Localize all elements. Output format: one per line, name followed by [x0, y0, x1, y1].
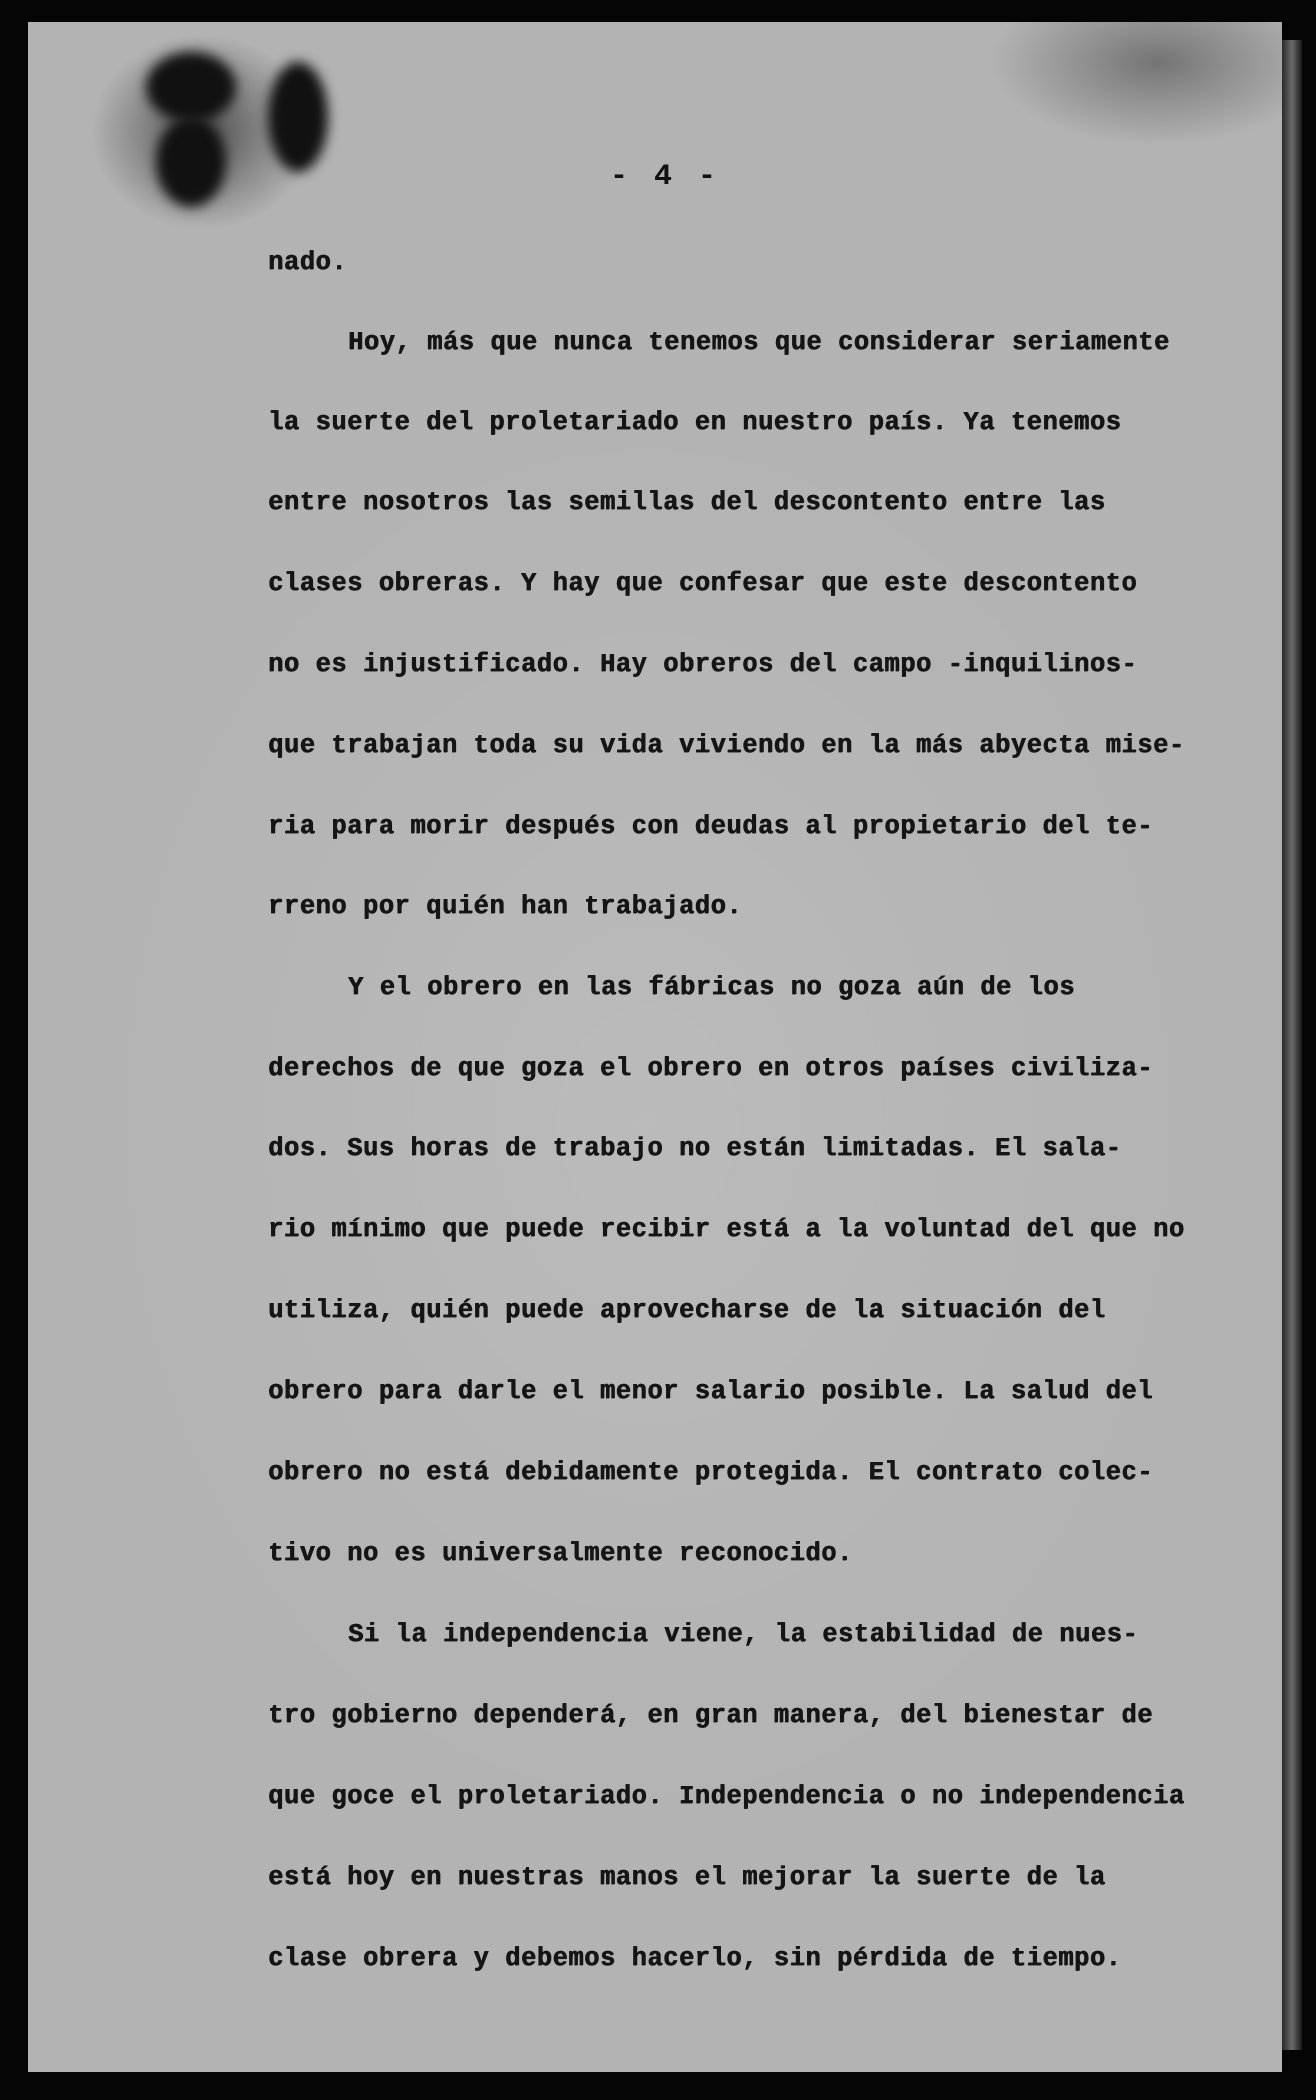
text-line: obrero no está debidamente protegida. El contrato colec- — [268, 1458, 1153, 1487]
ink-blot — [268, 62, 328, 172]
text-line: Si la independencia viene, la estabilidad de nues- — [348, 1620, 1139, 1649]
text-line: que trabajan toda su vida viviendo en la más abyecta mise- — [268, 731, 1185, 760]
text-line: dos. Sus horas de trabajo no están limitadas. El sala- — [268, 1134, 1122, 1163]
page-number: - 4 - — [610, 160, 721, 194]
text-line: rio mínimo que puede recibir está a la voluntad del que no — [268, 1215, 1185, 1244]
text-line: obrero para darle el menor salario posible. La salud del — [268, 1377, 1153, 1406]
text-line: rreno por quién han trabajado. — [268, 892, 743, 921]
text-line: que goce el proletariado. Independencia o no independencia — [268, 1782, 1185, 1811]
text-line: derechos de que goza el obrero en otros países civiliza- — [268, 1054, 1153, 1083]
text-line: ria para morir después con deudas al propietario del te- — [268, 812, 1153, 841]
page-edge-shadow — [1282, 40, 1302, 2050]
text-line: Hoy, más que nunca tenemos que considerar seriamente — [348, 328, 1170, 357]
text-line: utiliza, quién puede aprovecharse de la situación del — [268, 1296, 1106, 1325]
ink-blot — [156, 117, 226, 207]
text-line: está hoy en nuestras manos el mejorar la suerte de la — [268, 1863, 1106, 1892]
text-line: Y el obrero en las fábricas no goza aún de los — [348, 973, 1075, 1002]
text-line: no es injustificado. Hay obreros del campo -inquilinos- — [268, 650, 1138, 679]
text-line: tivo no es universalmente reconocido. — [268, 1539, 853, 1568]
ink-blot — [146, 52, 236, 122]
text-line: entre nosotros las semillas del descontento entre las — [268, 488, 1106, 517]
text-line: clase obrera y debemos hacerlo, sin pérdida de tiempo. — [268, 1944, 1122, 1973]
text-line: clases obreras. Y hay que confesar que este descontento — [268, 569, 1138, 598]
text-line: tro gobierno dependerá, en gran manera, del bienestar de — [268, 1701, 1153, 1730]
text-line: la suerte del proletariado en nuestro país. Ya tenemos — [268, 408, 1122, 437]
text-line: nado. — [268, 248, 348, 277]
